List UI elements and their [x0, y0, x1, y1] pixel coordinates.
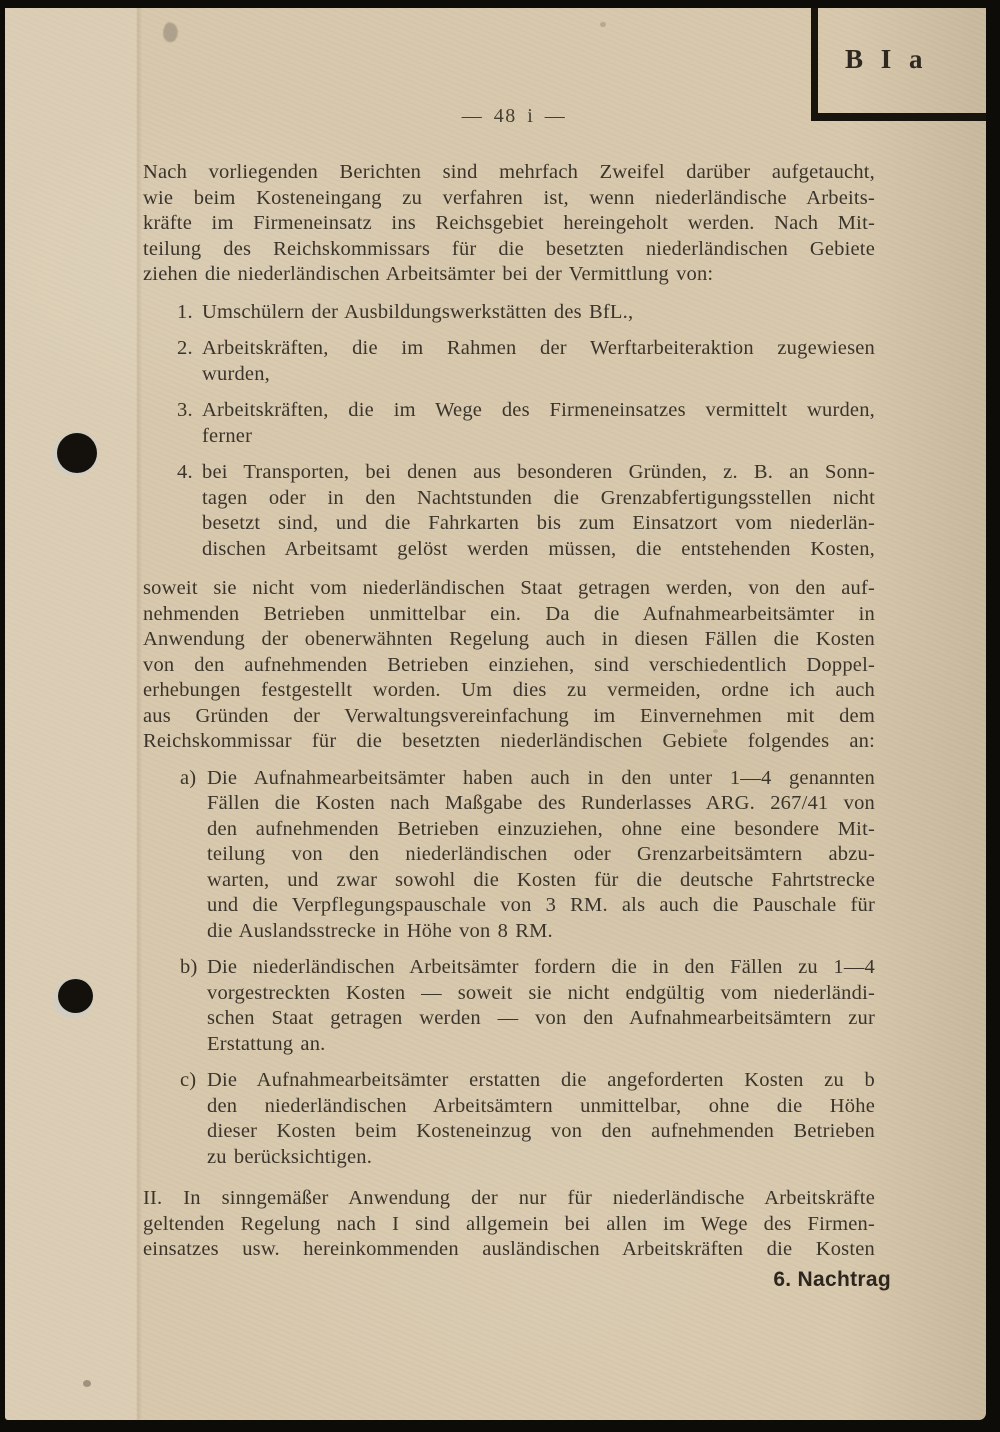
classification-label: B I a [845, 44, 927, 74]
text-line: ferner [202, 424, 253, 447]
text-line: besetzt sind, und die Fahrkarten bis zum Einsatzort vom niederlän- [202, 512, 875, 534]
list-item [143, 300, 875, 326]
text-line: Anwendung der obenerwähnten Regelung auch in diesen Fällen die Kosten [143, 628, 875, 650]
text-line: den niederländischen Arbeitsämtern unmittelbar, ohne die Höhe [207, 1094, 875, 1117]
text-line: warten, und zwar sowohl die Kosten für die deutsche Fahrtstrecke [207, 868, 875, 891]
item-text [207, 766, 875, 945]
supplement-label: 6. Nachtrag [773, 1268, 891, 1291]
item-text [202, 336, 875, 387]
item-text [202, 460, 875, 562]
text-line: Die niederländischen Arbeitsämter fordern die in den Fällen zu 1—4 [207, 956, 875, 978]
text-line: Arbeitskräften, die im Rahmen der Werftarbeiteraktion zugewiesen [202, 337, 875, 359]
paragraph-section-two [143, 1186, 875, 1263]
text-line: Fällen die Kosten nach Maßgabe des Runderlasses ARG. 267/41 von [207, 792, 875, 814]
text-line: wurden, [202, 362, 271, 385]
text-line: Nach vorliegenden Berichten sind mehrfach Zweifel darüber aufgetaucht, [143, 161, 875, 183]
text-line: teilung des Reichskommissars für die besetzten niederländischen Gebiete [143, 237, 875, 260]
text-line: vorgestreckten Kosten — soweit sie nicht endgültig vom niederländi- [207, 981, 875, 1004]
item-marker: 3. [177, 399, 193, 421]
list-item [143, 336, 875, 387]
page-number: — 48 i — [461, 105, 567, 127]
paper-sheet [5, 8, 986, 1420]
text-line: die Auslandsstrecke in Höhe von 8 RM. [207, 919, 553, 942]
paper-speck [600, 22, 606, 27]
lettered-list [143, 766, 875, 1171]
text-line: wie beim Kosteneingang zu verfahren ist, wenn niederländische Arbeits- [143, 186, 875, 209]
text-line: zu berücksichtigen. [207, 1145, 373, 1168]
paper-speck [83, 1380, 91, 1387]
item-marker: a) [180, 766, 197, 789]
list-item [143, 955, 875, 1057]
item-marker: 1. [177, 300, 193, 323]
text-line: von den aufnehmenden Betrieben einziehen, sind verschiedentlich Doppel- [143, 653, 875, 676]
text-line: Reichskommissar für die besetzten niederländischen Gebiete folgendes an: [143, 730, 875, 752]
text-line: kräfte im Firmeneinsatz ins Reichsgebiet hereingeholt werden. Nach Mit- [143, 212, 875, 234]
text-line: Die Aufnahmearbeitsämter erstatten die angeforderten Kosten zu b [207, 1069, 875, 1091]
item-text [207, 955, 875, 1057]
item-text [202, 300, 875, 326]
text-line: nehmenden Betrieben unmittelbar ein. Da die Aufnahmearbeitsämter in [143, 602, 875, 625]
list-item [143, 460, 875, 562]
text-line: tagen oder in den Nachtstunden die Grenzabfertigungsstellen nicht [202, 486, 875, 509]
paragraph-regulation [143, 576, 875, 755]
numbered-list [143, 300, 875, 563]
item-marker: 2. [177, 337, 193, 359]
text-line: erhebungen festgestellt worden. Um dies zu vermeiden, ordne ich auch [143, 679, 875, 701]
punch-hole-bottom [58, 979, 93, 1013]
item-text [207, 1068, 875, 1170]
item-marker: b) [180, 956, 198, 978]
text-line: Erstattung an. [207, 1032, 326, 1055]
text-line: dieser Kosten beim Kosteneinzug von den aufnehmenden Betrieben [207, 1120, 875, 1142]
item-text [202, 398, 875, 449]
text-line: schen Staat getragen werden — von den Aufnahmearbeitsämtern zur [207, 1007, 875, 1029]
text-line: dischen Arbeitsamt gelöst werden müssen, die entstehenden Kosten, [202, 537, 875, 560]
text-line: bei Transporten, bei denen aus besonderen Gründen, z. B. an Sonn- [202, 461, 875, 483]
text-line: den aufnehmenden Betrieben einzuziehen, ohne eine besondere Mit- [207, 817, 875, 840]
list-item [143, 766, 875, 945]
text-line: und die Verpflegungspauschale von 3 RM. als auch die Pauschale für [207, 894, 875, 916]
text-line: soweit sie nicht vom niederländischen Staat getragen werden, von den auf- [143, 577, 875, 599]
text-line: Umschülern der Ausbildungswerkstätten des BfL., [202, 300, 634, 323]
item-marker: c) [180, 1069, 197, 1091]
text-line: II. In sinngemäßer Anwendung der nur für niederländische Arbeitskräfte [143, 1187, 875, 1209]
ink-smudge [160, 21, 180, 44]
text-line: aus Gründen der Verwaltungsvereinfachung im Einvernehmen mit dem [143, 704, 875, 727]
text-line: ziehen die niederländischen Arbeitsämter bei der Vermittlung von: [143, 263, 714, 285]
text-line: Die Aufnahmearbeitsämter haben auch in den unter 1—4 genannten [207, 766, 875, 789]
text-line: geltenden Regelung nach I sind allgemein bei allen im Wege des Firmen- [143, 1212, 875, 1235]
document-body [143, 160, 875, 1263]
text-line: Arbeitskräften, die im Wege des Firmeneinsatzes vermittelt wurden, [202, 399, 875, 421]
list-item [143, 1068, 875, 1170]
text-line: einsatzes usw. hereinkommenden ausländischen Arbeitskräften die Kosten [143, 1238, 875, 1260]
text-line: teilung von den niederländischen oder Grenzarbeitsämtern abzu- [207, 843, 875, 865]
punch-hole-top [57, 433, 97, 473]
paragraph-intro [143, 160, 875, 288]
list-item [143, 398, 875, 449]
item-marker: 4. [177, 461, 193, 483]
